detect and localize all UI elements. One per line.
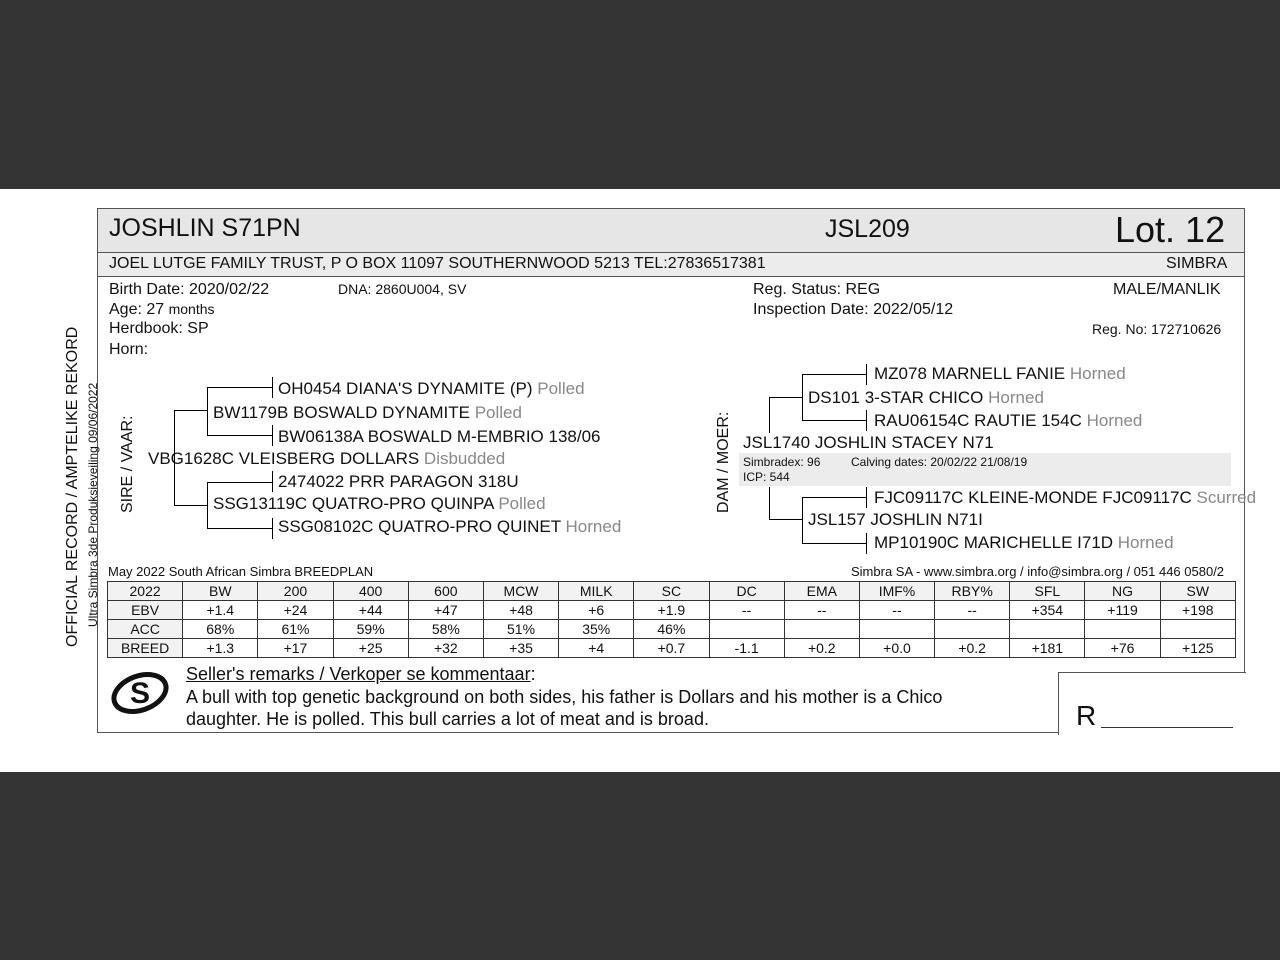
table-cell [1085, 620, 1160, 639]
pedigree-sire-name: VBG1628C VLEISBERG DOLLARS [148, 449, 420, 468]
table-cell [935, 620, 1010, 639]
table-cell: -- [784, 601, 859, 620]
sire-label: SIRE / VAAR: [119, 415, 136, 513]
table-cell [859, 620, 934, 639]
ebv-col-rby: RBY% [935, 582, 1010, 601]
ebv-col-200: 200 [258, 582, 333, 601]
table-cell: 68% [183, 620, 258, 639]
pedigree-ssd [278, 427, 601, 447]
pedigree-sds [278, 472, 519, 492]
pedigree-ss [213, 403, 522, 423]
table-cell: -1.1 [709, 639, 784, 658]
remarks-heading [186, 664, 536, 685]
simbra-logo [109, 666, 171, 718]
table-cell: 51% [483, 620, 558, 639]
table-cell: +35 [483, 639, 558, 658]
pedigree-sire [148, 449, 505, 469]
table-cell: +25 [333, 639, 408, 658]
pedigree-sd-horn: Polled [498, 494, 546, 513]
table-cell [784, 620, 859, 639]
pedigree-dds-name: FJC09117C KLEINE-MONDE FJC09117C [874, 488, 1192, 507]
ebv-col-milk: MILK [559, 582, 634, 601]
pedigree-sdd-name: SSG08102C QUATRO-PRO QUINET [278, 517, 561, 536]
table-cell: 46% [634, 620, 709, 639]
pedigree-dd [808, 510, 983, 530]
ebv-col-sw: SW [1160, 582, 1235, 601]
pedigree-ds [808, 388, 1044, 408]
table-cell: +125 [1160, 639, 1235, 658]
table-cell: +1.9 [634, 601, 709, 620]
simbra-logo-icon [109, 666, 171, 718]
table-cell [1160, 620, 1235, 639]
pedigree-dds-horn: Scurred [1196, 488, 1257, 507]
table-cell: +44 [333, 601, 408, 620]
table-cell: 35% [559, 620, 634, 639]
pedigree-sd-name: SSG13119C QUATRO-PRO QUINPA [213, 494, 494, 513]
pedigree-sdd-horn: Horned [565, 517, 622, 536]
remarks-heading-colon: : [530, 664, 536, 684]
pedigree-sss-name: OH0454 DIANA'S DYNAMITE (P) [278, 379, 533, 398]
table-row [108, 639, 1236, 658]
svg-text:S: S [129, 677, 151, 710]
table-cell: +198 [1160, 601, 1235, 620]
remarks-line-2: daughter. He is polled. This bull carries a lot of meat and is broad. [186, 709, 709, 729]
remarks-line-1: A bull with top genetic background on both sides, his father is Dollars and his mother is a Chico [186, 687, 943, 707]
animal-name: JOSHLIN S71PN [109, 214, 301, 242]
table-row [108, 620, 1236, 639]
pedigree-dsd [874, 411, 1142, 431]
table-cell: +119 [1085, 601, 1160, 620]
pedigree-dam [743, 433, 994, 453]
animal-code: JSL209 [825, 215, 910, 243]
table-cell: +48 [483, 601, 558, 620]
ebv-col-400: 400 [333, 582, 408, 601]
official-record-label: OFFICIAL RECORD / AMPTELIKE REKORD [64, 326, 81, 647]
reg-number: Reg. No: 172710626 [1092, 321, 1222, 337]
table-cell: 61% [258, 620, 333, 639]
pedigree-sds-name: 2474022 PRR PARAGON 318U [278, 472, 519, 491]
table-row [108, 601, 1236, 620]
table-cell: -- [859, 601, 934, 620]
ebv-col-sfl: SFL [1010, 582, 1085, 601]
pedigree-ds-horn: Horned [988, 388, 1044, 407]
dam-label: DAM / MOER: [715, 411, 732, 513]
pedigree-ddd [874, 533, 1174, 553]
pedigree-dss-name: MZ078 MARNELL FANIE [874, 364, 1066, 383]
pedigree-sss-horn: Polled [537, 379, 585, 398]
table-cell: +17 [258, 639, 333, 658]
pedigree-dsd-horn: Horned [1086, 411, 1143, 430]
ebv-col-year: 2022 [108, 582, 183, 601]
herdbook: Herdbook: SP [109, 320, 209, 337]
table-cell [709, 620, 784, 639]
ebv-col-mcw: MCW [483, 582, 558, 601]
owner-details: JOEL LUTGE FAMILY TRUST, P O BOX 11097 SOUTHERNWOOD 5213 TEL:27836517381 [109, 255, 766, 272]
pedigree-ddd-name: MP10190C MARICHELLE I71D [874, 533, 1114, 552]
ebv-col-dc: DC [709, 582, 784, 601]
age [109, 301, 215, 319]
birth-date: Birth Date: 2020/02/22 [109, 281, 270, 298]
table-cell: +0.2 [935, 639, 1010, 658]
age-unit: months [168, 301, 215, 317]
table-cell: +47 [408, 601, 483, 620]
pedigree-ssd-name: BW06138A BOSWALD M-EMBRIO 138/06 [278, 427, 601, 446]
table-cell: 59% [333, 620, 408, 639]
reg-status: Reg. Status: REG [753, 281, 881, 298]
table-cell: +4 [559, 639, 634, 658]
breedplan-contact: Simbra SA - www.simbra.org / info@simbra.org / 051 446 0580/2 [851, 564, 1225, 579]
sex: MALE/MANLIK [1113, 281, 1221, 298]
horn-status: Horn: [109, 341, 149, 358]
table-cell: ACC [108, 620, 183, 639]
breedplan-title: May 2022 South African Simbra BREEDPLAN [108, 564, 374, 579]
pedigree-dd-name: JSL157 JOSHLIN N71I [808, 510, 983, 529]
lot-number: Lot. 12 [1115, 209, 1226, 250]
ebv-col-bw: BW [183, 582, 258, 601]
pedigree-dss [874, 364, 1126, 384]
table-cell: +76 [1085, 639, 1160, 658]
pedigree-dss-horn: Horned [1069, 364, 1126, 383]
age-value: Age: 27 [109, 301, 165, 318]
ebv-header-row [108, 582, 1236, 601]
table-cell: +354 [1010, 601, 1085, 620]
pedigree-sss [278, 379, 585, 399]
pedigree-dds [874, 488, 1256, 508]
table-cell: +181 [1010, 639, 1085, 658]
simbradex: Simbradex: 96 [743, 455, 821, 469]
calving-dates: Calving dates: 20/02/22 21/08/19 [851, 455, 1028, 469]
price-entry-line[interactable] [1101, 727, 1233, 728]
pedigree-sd [213, 494, 546, 514]
icp: ICP: 544 [743, 470, 790, 484]
ebv-col-ng: NG [1085, 582, 1160, 601]
dna-info: DNA: 2860U004, SV [338, 281, 467, 297]
pedigree-dam-name: JSL1740 JOSHLIN STACEY N71 [743, 433, 994, 452]
table-cell: BREED [108, 639, 183, 658]
price-label: R [1076, 700, 1097, 731]
pedigree-ss-horn: Polled [474, 403, 522, 422]
table-cell: +1.4 [183, 601, 258, 620]
pedigree-sdd [278, 517, 621, 537]
pedigree-ddd-horn: Horned [1117, 533, 1174, 552]
table-cell: -- [935, 601, 1010, 620]
remarks-heading-text: Seller's remarks / Verkoper se kommentaar [186, 664, 531, 684]
breed-name: SIMBRA [1166, 255, 1228, 272]
ebv-col-ema: EMA [784, 582, 859, 601]
table-cell: +0.0 [859, 639, 934, 658]
table-cell: +0.2 [784, 639, 859, 658]
table-cell: 58% [408, 620, 483, 639]
ebv-col-sc: SC [634, 582, 709, 601]
ebv-table [107, 581, 1236, 658]
pedigree-dsd-name: RAU06154C RAUTIE 154C [874, 411, 1082, 430]
table-cell: +0.7 [634, 639, 709, 658]
table-cell: +24 [258, 601, 333, 620]
pedigree-sire-horn: Disbudded [423, 449, 506, 468]
ebv-col-600: 600 [408, 582, 483, 601]
inspection-date: Inspection Date: 2022/05/12 [753, 301, 954, 318]
table-cell [1010, 620, 1085, 639]
ebv-col-imf: IMF% [859, 582, 934, 601]
pedigree-ds-name: DS101 3-STAR CHICO [808, 388, 984, 407]
table-cell: -- [709, 601, 784, 620]
sale-name-label: Ultra Simbra 3de Produksieveiling 09/06/2022 [86, 382, 100, 627]
table-cell: +32 [408, 639, 483, 658]
pedigree-ss-name: BW1179B BOSWALD DYNAMITE [213, 403, 470, 422]
table-cell: EBV [108, 601, 183, 620]
table-cell: +1.3 [183, 639, 258, 658]
table-cell: +6 [559, 601, 634, 620]
